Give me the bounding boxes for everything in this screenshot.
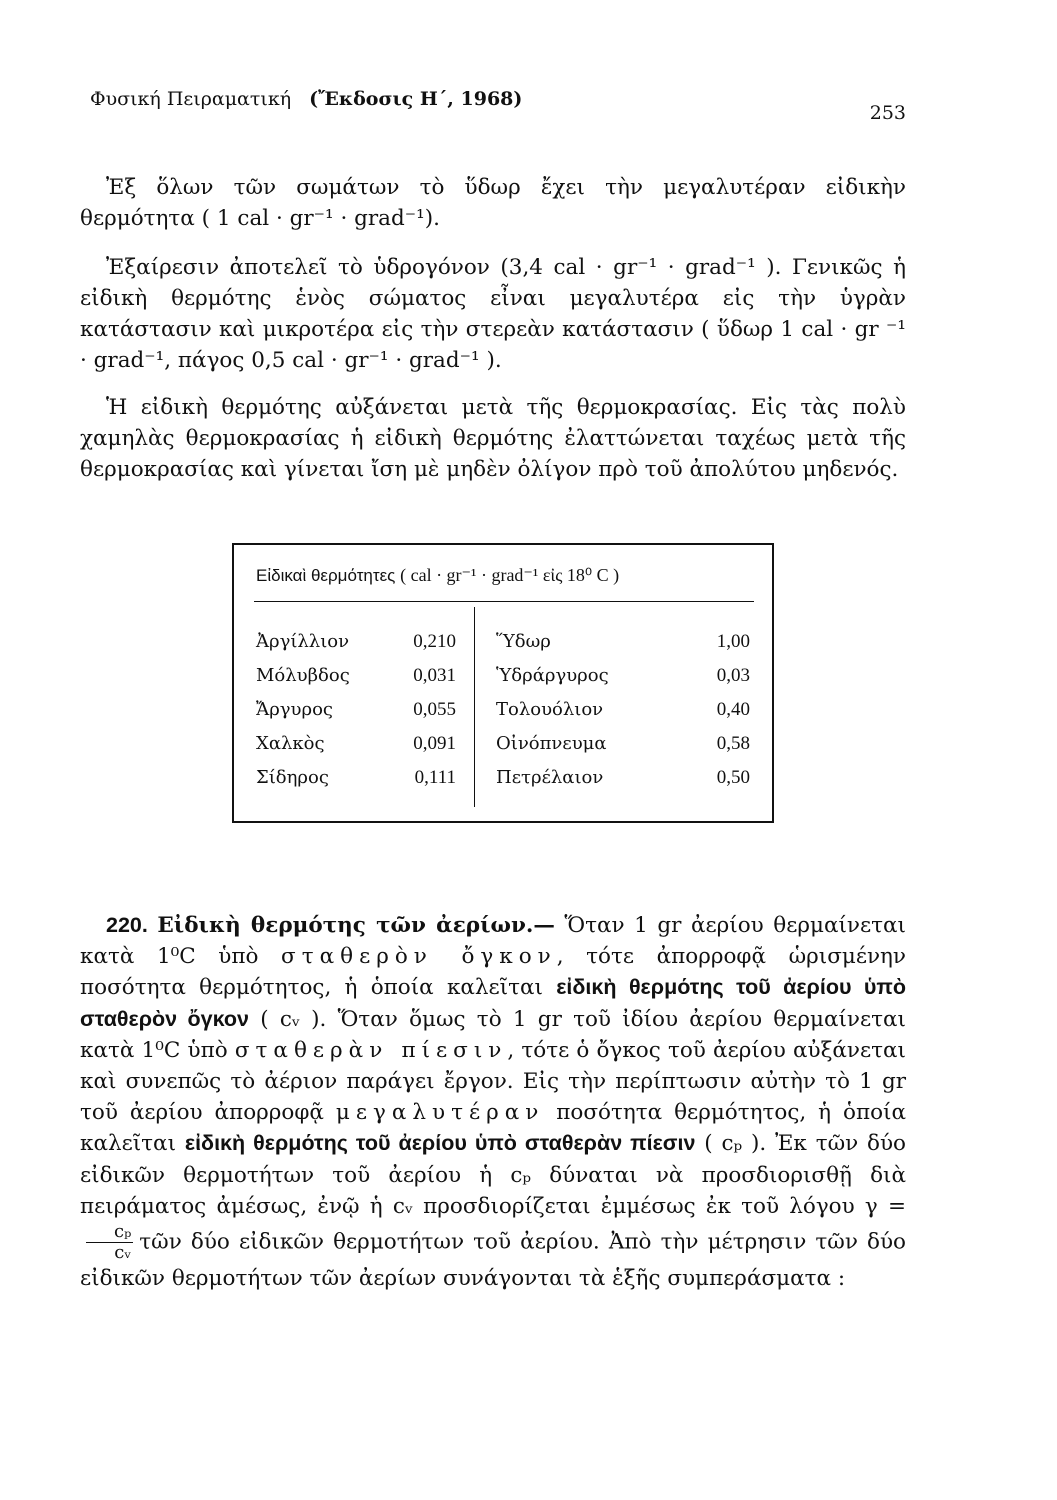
substance-value: 0,210 <box>413 631 456 652</box>
running-head <box>90 88 522 110</box>
section-number: 220. <box>106 913 148 937</box>
table-left-column <box>256 625 456 795</box>
page-header <box>90 88 906 128</box>
paragraph-water-heat: Ἐξ ὅλων τῶν σωμάτων τὸ ὕδωρ ἔχει τὴν μεγαλυτέραν εἰδικὴν θερμότητα ( 1 cal · gr⁻¹ · grad⁻¹). <box>80 175 906 231</box>
table-row <box>256 693 456 727</box>
section-text: Ὅταν 1 gr ἀερίου θερμαίνεται κατὰ 1⁰C ὑπὸ <box>80 913 906 970</box>
table-divider <box>254 601 754 602</box>
substance-name: Σίδηρος <box>256 767 329 788</box>
substance-value: 0,40 <box>716 699 750 720</box>
emphasis-larger: μεγαλυτέραν <box>335 1100 545 1126</box>
substance-name: Πετρέλαιον <box>496 767 604 788</box>
paragraph-temperature: Ἡ εἰδικὴ θερμότης αὐξάνεται μετὰ τῆς θερμοκρασίας. Εἰς τὰς πολὺ χαμηλὰς θερμοκρασίας ἡ εἰδικὴ θερμότης ἐλαττώνεται ταχέως μετὰ τῆς θερμοκρασίας καὶ γίνεται ἴση μὲ μηδὲν ὀλίγον πρὸ τοῦ ἀπολύτου μηδενός. <box>80 395 906 482</box>
section-text: , τότε ἀπορροφᾷ ὡρισμένην ποσότητα θερμότητος, ἡ ὁποία καλεῖται <box>80 944 906 1001</box>
table-right-column <box>496 625 750 795</box>
section-text: ( cᵥ ). Ὅταν ὅμως τὸ 1 gr τοῦ ἰδίου ἀερίου θερμαίνεται κατὰ 1⁰C ὑπὸ <box>80 1006 906 1063</box>
substance-name: Ἄργυρος <box>256 699 333 720</box>
substance-name: Χαλκὸς <box>256 733 325 754</box>
table-row <box>256 625 456 659</box>
substance-value: 0,58 <box>716 733 750 754</box>
table-row <box>256 761 456 795</box>
term-cp: εἰδικὴ θερμότης τοῦ ἀερίου ὑπὸ σταθερὰν πίεσιν <box>184 1131 696 1156</box>
substance-name: Τολουόλιον <box>496 699 604 720</box>
substance-name: Μόλυβδος <box>256 665 350 686</box>
table-row <box>256 659 456 693</box>
table-unit: ( cal · gr⁻¹ · grad⁻¹ εἰς 18⁰ C ) <box>400 565 620 585</box>
fraction-numerator: cₚ <box>86 1222 133 1243</box>
substance-value: 0,091 <box>413 733 456 754</box>
emphasis-constant-pressure: σταθερὰν πίεσιν <box>234 1037 508 1063</box>
substance-value: 0,111 <box>414 767 456 788</box>
substance-name: Οἰνόπνευμα <box>496 733 607 754</box>
substance-value: 0,055 <box>413 699 456 720</box>
section-title: Εἰδικὴ θερμότης τῶν ἀερίων.— <box>157 913 555 938</box>
substance-name: Ἀργίλλιον <box>256 631 350 652</box>
term-cv: εἰδικὴ θερμότης τοῦ ἀερίου ὑπὸ σταθερὸν ὄγκον <box>80 975 906 1031</box>
fraction-denominator: cᵥ <box>114 1242 132 1264</box>
substance-name: Ὕδωρ <box>496 631 551 652</box>
substance-name: Ὑδράργυρος <box>496 665 609 686</box>
specific-heat-table <box>232 543 774 823</box>
section-text: ποσότητα θερμότητος, ἡ ὁποία καλεῖται <box>80 1100 906 1157</box>
section-text: , τότε ὁ ὄγκος τοῦ ἀερίου αὐξάνεται καὶ συνεπῶς τὸ ἀέριον παράγει ἔργον. Εἰς τὴν περίπτωσιν αὐτὴν τὸ 1 gr τοῦ ἀερίου ἀπορροφᾷ <box>80 1037 906 1126</box>
table-row <box>256 727 456 761</box>
emphasis-constant-volume: σταθερὸν ὄγκον <box>281 944 557 970</box>
page-number: 253 <box>869 102 906 124</box>
substance-value: 0,031 <box>413 665 456 686</box>
table-row <box>496 625 750 659</box>
substance-value: 0,50 <box>716 767 750 788</box>
edition-label: (Ἔκδοσις Η΄, 1968) <box>309 88 523 110</box>
table-row <box>496 659 750 693</box>
book-title: Φυσική Πειραματική <box>90 88 292 110</box>
table-column-divider <box>474 607 475 807</box>
table-title: Εἰδικαὶ θερμότητες <box>256 566 396 585</box>
table-row <box>496 727 750 761</box>
table-row <box>496 693 750 727</box>
section-text: ( cₚ ). Ἐκ τῶν δύο εἰδικῶν θερμοτήτων τοῦ ἀερίου ἡ cₚ δύναται νὰ προσδιορισθῇ διὰ πειράματος ἀμέσως, ἐνῷ ἡ cᵥ προσδιορίζεται ἐμμέσως ἐκ τοῦ λόγου γ = <box>80 1131 907 1219</box>
paragraph-hydrogen: Ἐξαίρεσιν ἀποτελεῖ τὸ ὑδρογόνον (3,4 cal · gr⁻¹ · grad⁻¹ ). Γενικῶς ἡ εἰδικὴ θερμότης ἑνὸς σώματος εἶναι μεγαλυτέρα εἰς τὴν ὑγρὰν κατάστασιν καὶ μικροτέρα εἰς τὴν στερεὰν κατάστασιν ( ὕδωρ 1 cal · gr ⁻¹ · grad⁻¹, πάγος 0,5 cal · gr⁻¹ · grad⁻¹ ). <box>80 255 906 373</box>
section-text: τῶν δύο εἰδικῶν θερμοτήτων τοῦ ἀερίου. Ἀπὸ τὴν μέτρησιν τῶν δύο εἰδικῶν θερμοτήτων τῶν ἀερίων συνάγονται τὰ ἑξῆς συμπεράσματα : <box>80 1229 906 1292</box>
substance-value: 1,00 <box>716 631 750 652</box>
table-caption <box>256 565 756 586</box>
table-row <box>496 761 750 795</box>
section-220 <box>80 910 906 1294</box>
gamma-fraction <box>86 1222 133 1263</box>
substance-value: 0,03 <box>716 665 750 686</box>
